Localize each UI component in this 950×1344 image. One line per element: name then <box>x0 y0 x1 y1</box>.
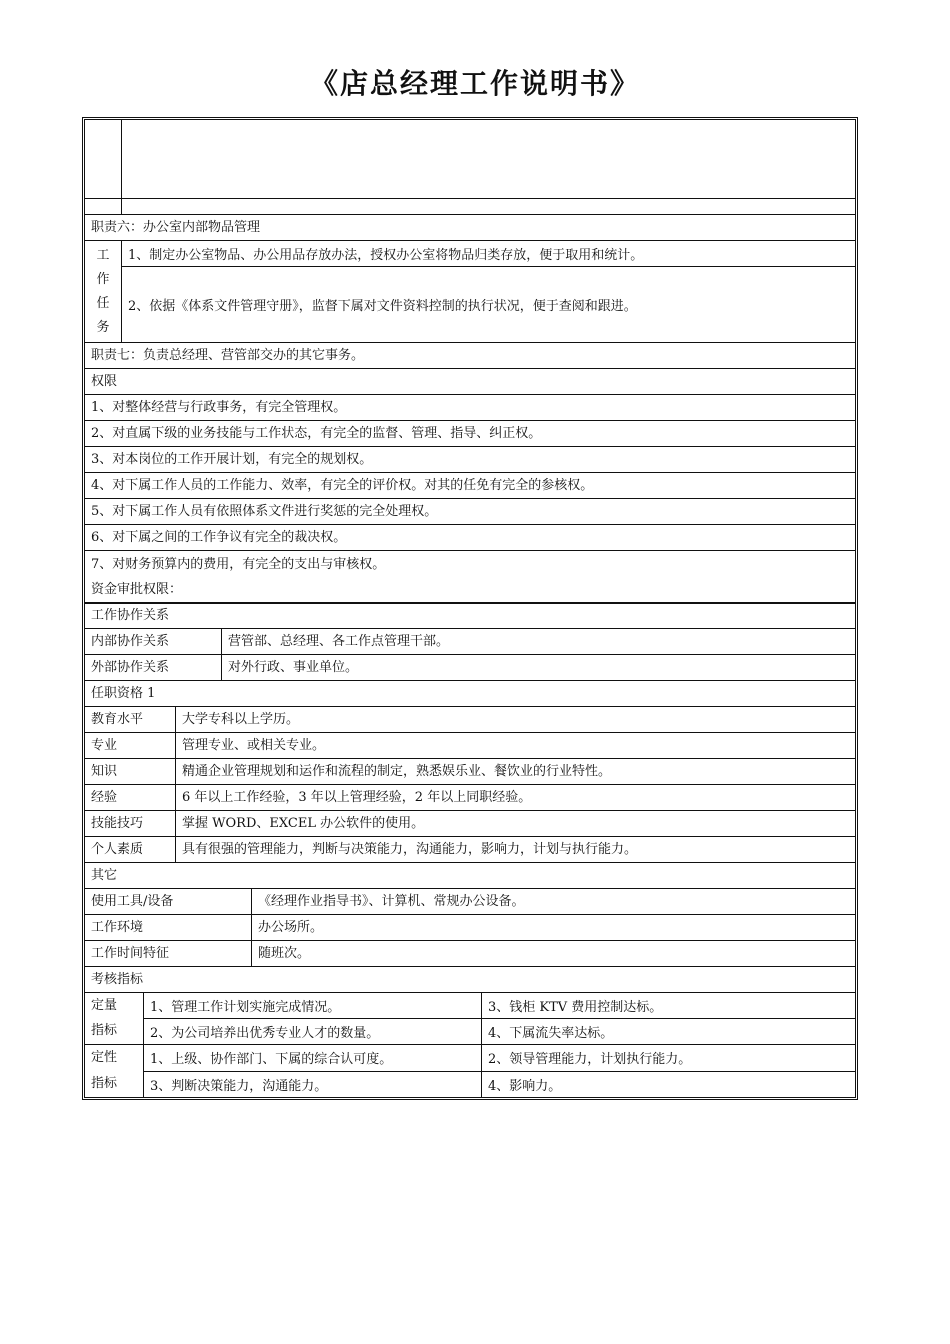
qualification-label: 教育水平 <box>91 711 144 727</box>
authority-item: 6、对下属之间的工作争议有完全的裁决权。 <box>91 529 347 545</box>
kpi-item: 3、判断决策能力，沟通能力。 <box>144 1072 482 1098</box>
authority-row <box>85 395 855 421</box>
blank-cell <box>121 120 855 198</box>
authority-item: 3、对本岗位的工作开展计划，有完全的规划权。 <box>91 451 373 467</box>
kpi-item: 3、钱柜 KTV 费用控制达标。 <box>488 1000 663 1015</box>
kpi-row <box>144 1045 855 1072</box>
qualification-row <box>85 707 855 733</box>
kpi-header: 考核指标 <box>91 971 144 987</box>
qualification-row <box>85 785 855 811</box>
blank-cell <box>85 199 121 214</box>
other-label: 工作环境 <box>91 919 144 935</box>
other-label: 工作时间特征 <box>91 945 170 961</box>
authority-item: 7、对财务预算内的费用，有完全的支出与审核权。 <box>91 556 386 572</box>
page-title: 《店总经理工作说明书》 <box>309 67 640 100</box>
qualification-label: 个人素质 <box>91 841 144 857</box>
task-item: 1、制定办公室物品、办公用品存放办法，授权办公室将物品归类存放，便于取用和统计。 <box>122 241 855 267</box>
authority-item: 4、对下属工作人员的工作能力、效率，有完全的评价权。对其的任免有完全的参核权。 <box>91 477 594 493</box>
qualification-label: 技能技巧 <box>91 815 144 831</box>
cooperation-header-row <box>85 603 855 629</box>
task-list <box>121 241 855 342</box>
qualification-header: 任职资格 1 <box>91 685 156 701</box>
qualification-value: 精通企业管理规划和运作和流程的制定，熟悉娱乐业、餐饮业的行业特性。 <box>175 759 855 784</box>
other-header-row <box>85 863 855 889</box>
kpi-row <box>144 1072 855 1098</box>
qualification-label: 经验 <box>91 789 118 805</box>
qualification-value: 6 年以上工作经验，3 年以上管理经验，2 年以上同职经验。 <box>175 785 855 810</box>
kpi-qualitative-row <box>85 1045 855 1097</box>
authority-row <box>85 421 855 447</box>
cooperation-row <box>85 629 855 655</box>
qualification-label: 专业 <box>91 737 118 753</box>
qualification-header-row <box>85 681 855 707</box>
cooperation-label: 内部协作关系 <box>91 633 170 649</box>
task-label-char: 作 <box>96 271 110 287</box>
authority-row <box>85 473 855 499</box>
task-item: 2、依据《体系文件管理守册》，监督下属对文件资料控制的执行状况，便于查阅和跟进。 <box>128 299 637 314</box>
duty7-header: 职责七：负责总经理、营管部交办的其它事务。 <box>91 347 365 363</box>
qualification-row <box>85 733 855 759</box>
kpi-item: 2、领导管理能力，计划执行能力。 <box>488 1052 692 1068</box>
qualification-row <box>85 811 855 837</box>
qualification-row <box>85 759 855 785</box>
authority-item: 1、对整体经营与行政事务，有完全管理权。 <box>91 399 347 415</box>
other-header: 其它 <box>91 867 118 883</box>
duty6-header-row <box>85 215 855 241</box>
kpi-item: 4、下属流失率达标。 <box>488 1026 614 1041</box>
kpi-item: 1、管理工作计划实施完成情况。 <box>144 993 482 1018</box>
kpi-quantitative-grid <box>143 993 855 1044</box>
cooperation-label: 外部协作关系 <box>91 659 170 675</box>
duty7-header-row <box>85 343 855 369</box>
blank-cell <box>85 120 121 198</box>
kpi-qualitative-label <box>85 1045 143 1097</box>
qualification-value: 管理专业、或相关专业。 <box>175 733 855 758</box>
other-value: 《经理作业指导书》、计算机、常规办公设备。 <box>251 889 855 914</box>
duty6-header: 职责六：办公室内部物品管理 <box>91 219 261 235</box>
kpi-label-line: 指标 <box>91 1076 118 1091</box>
authority-header-row <box>85 369 855 395</box>
kpi-item: 4、影响力。 <box>488 1078 562 1094</box>
blank-row <box>85 120 855 199</box>
authority-header: 权限 <box>91 373 118 389</box>
qualification-value: 大学专科以上学历。 <box>175 707 855 732</box>
authority-item: 2、对直属下级的业务技能与工作状态，有完全的监督、管理、指导、纠正权。 <box>91 425 542 441</box>
blank-cell <box>121 199 855 214</box>
other-row <box>85 915 855 941</box>
blank-row <box>85 199 855 215</box>
kpi-label-line: 指标 <box>91 1023 118 1039</box>
kpi-quantitative-row <box>85 993 855 1045</box>
other-label: 使用工具/设备 <box>91 893 174 909</box>
qualification-label: 知识 <box>91 763 118 779</box>
cooperation-value: 对外行政、事业单位。 <box>221 655 855 680</box>
qualification-row <box>85 837 855 863</box>
cooperation-row <box>85 655 855 681</box>
qualification-value: 掌握 WORD、EXCEL 办公软件的使用。 <box>175 811 855 836</box>
authority-row <box>85 499 855 525</box>
authority-item-7 <box>85 551 855 602</box>
authority-row <box>85 551 855 603</box>
other-row <box>85 889 855 915</box>
task-label-char: 工 <box>96 247 110 263</box>
other-row <box>85 941 855 967</box>
other-value: 随班次。 <box>251 941 855 966</box>
approval-limit: 资金审批权限： <box>91 581 183 597</box>
kpi-row <box>144 993 855 1019</box>
other-value: 办公场所。 <box>251 915 855 940</box>
qualification-value: 具有很强的管理能力，判断与决策能力，沟通能力，影响力，计划与执行能力。 <box>175 837 855 862</box>
job-description-table <box>82 117 858 1100</box>
task-label-char: 任 <box>96 295 110 311</box>
kpi-header-row <box>85 967 855 993</box>
authority-row <box>85 447 855 473</box>
task-label <box>85 241 121 342</box>
kpi-label-line: 定量 <box>91 997 118 1013</box>
cooperation-header: 工作协作关系 <box>91 608 170 623</box>
kpi-qualitative-grid <box>143 1045 855 1097</box>
authority-row <box>85 525 855 551</box>
cooperation-value: 营管部、总经理、各工作点管理干部。 <box>221 629 855 654</box>
kpi-row <box>144 1019 855 1044</box>
kpi-label-line: 定性 <box>91 1050 118 1065</box>
duty6-tasks-row <box>85 241 855 343</box>
kpi-item: 1、上级、协作部门、下属的综合认可度。 <box>144 1045 482 1071</box>
kpi-quantitative-label <box>85 993 143 1044</box>
kpi-item: 2、为公司培养出优秀专业人才的数量。 <box>144 1019 482 1044</box>
task-label-char: 务 <box>96 319 110 335</box>
authority-item: 5、对下属工作人员有依照体系文件进行奖惩的完全处理权。 <box>91 503 438 519</box>
